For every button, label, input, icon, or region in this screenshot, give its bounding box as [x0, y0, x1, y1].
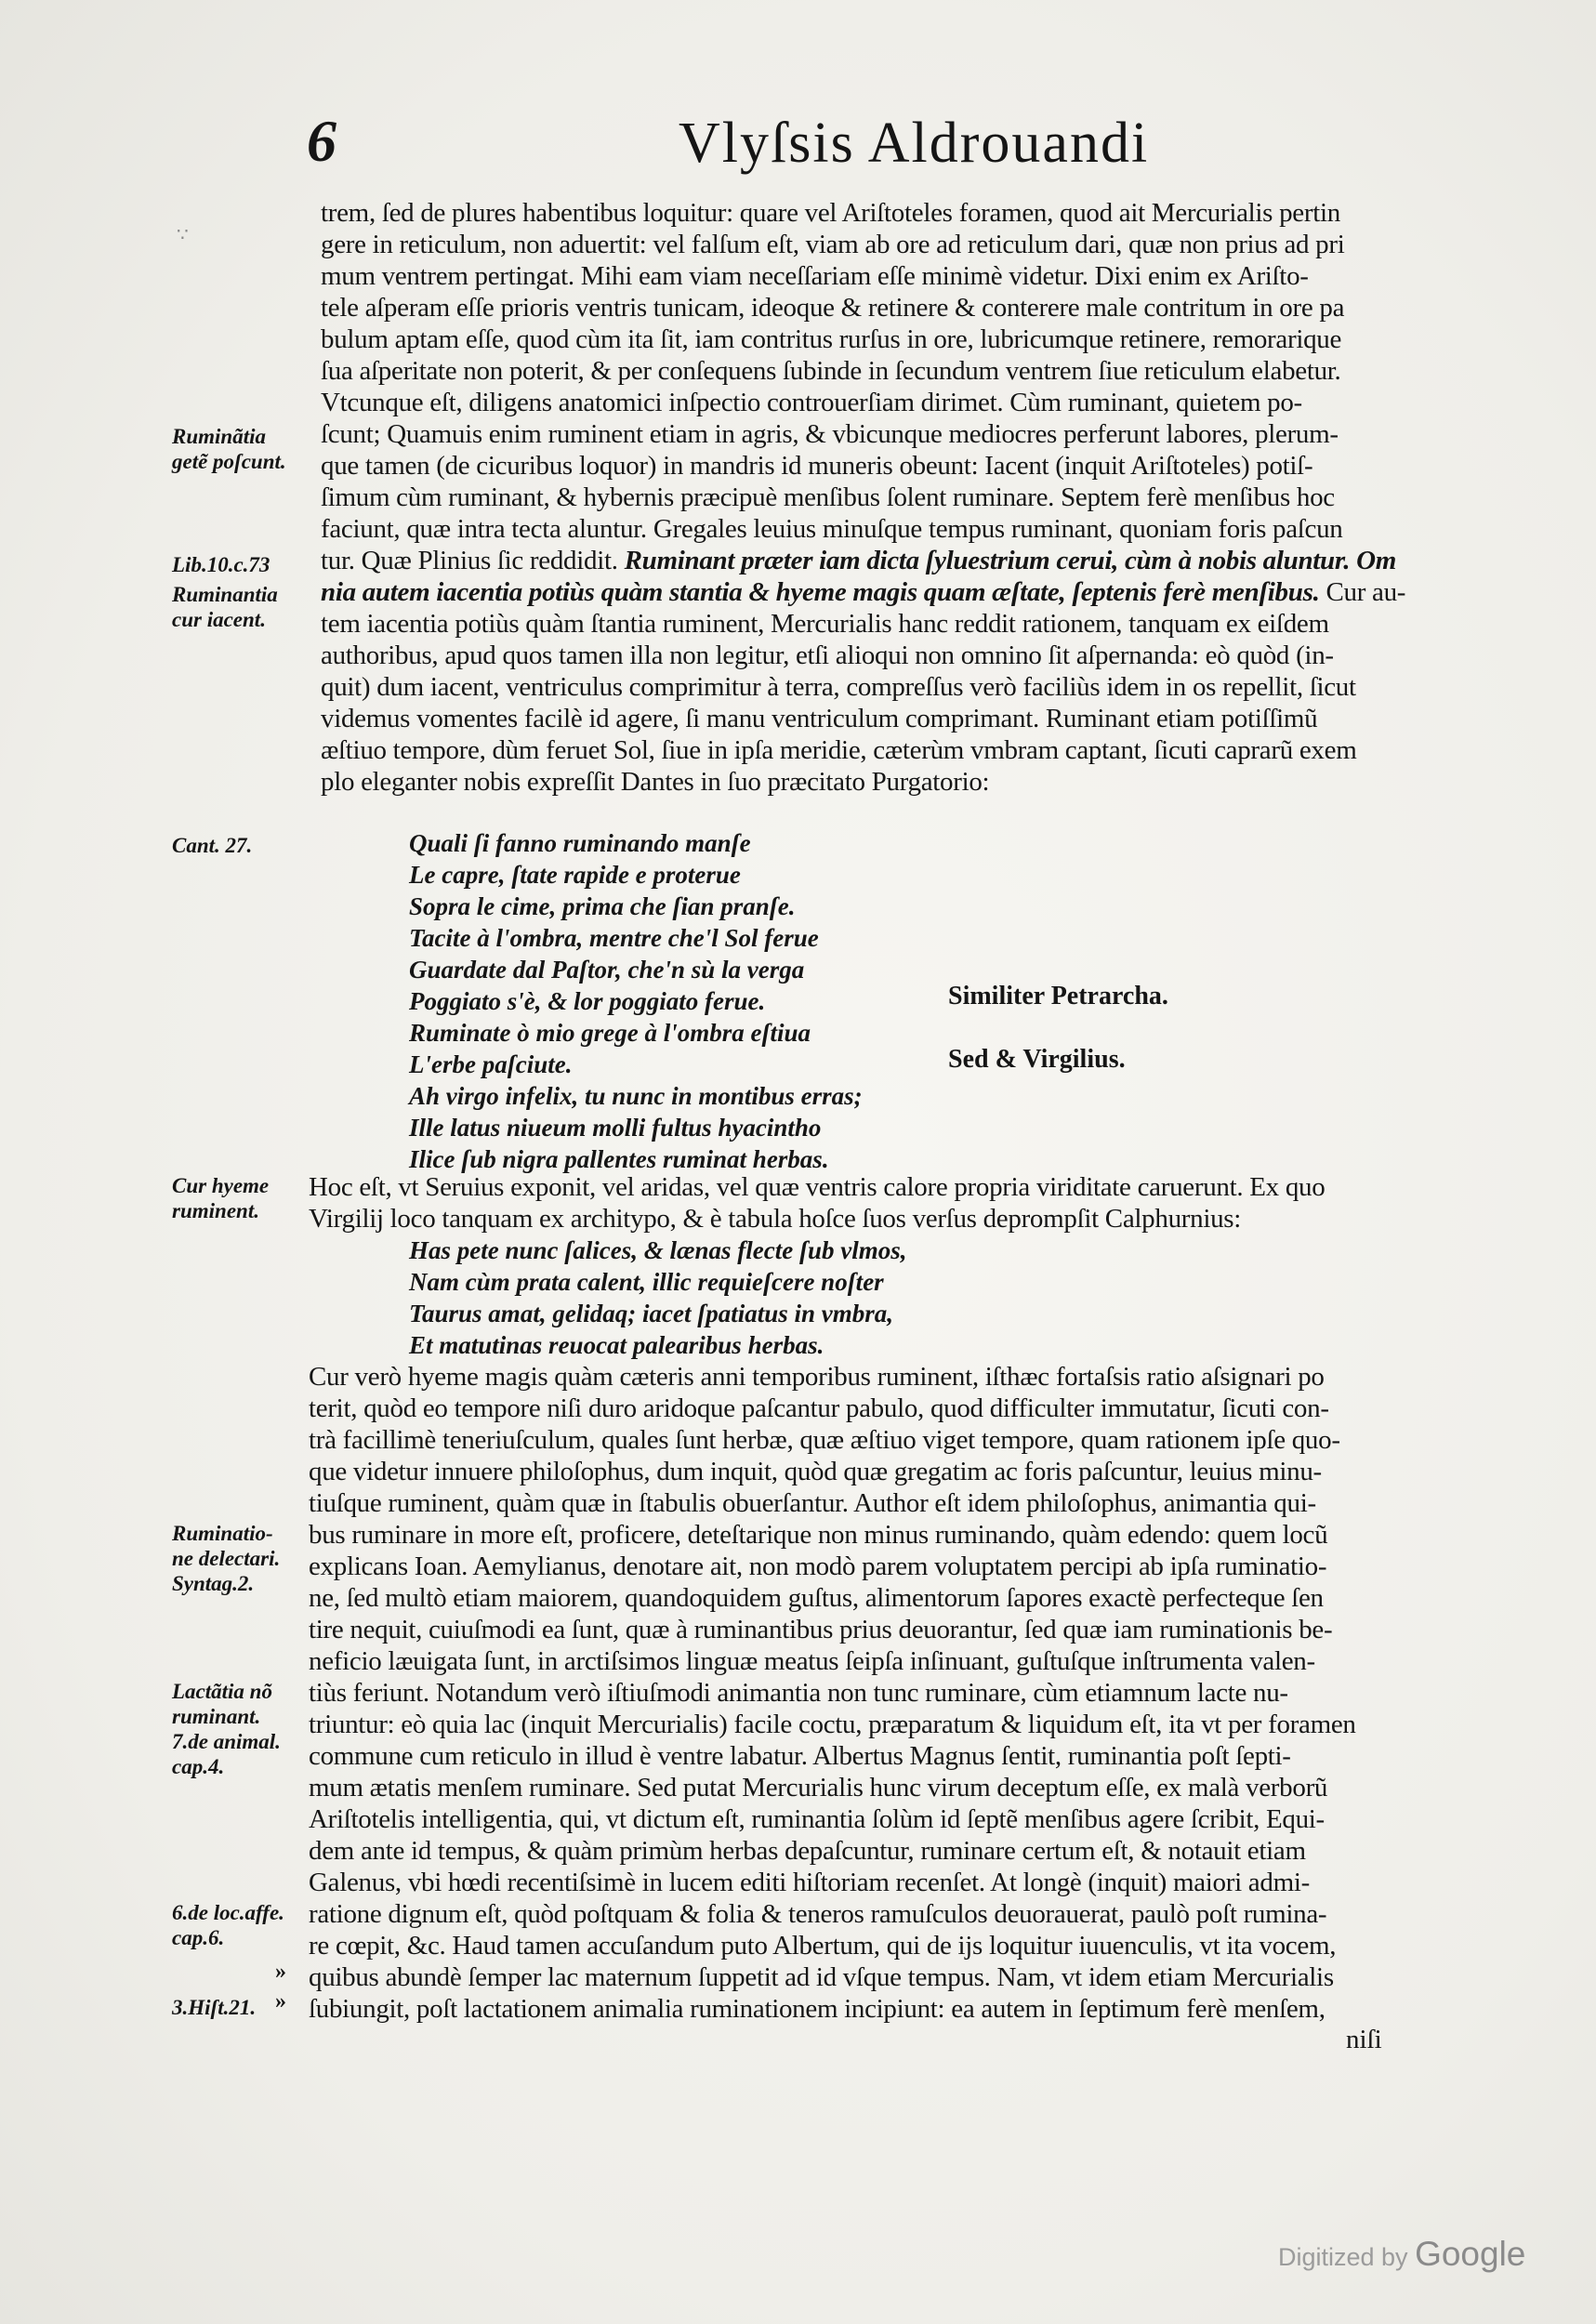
body-line: tiuſque ruminent, quàm quæ in ſtabulis obuerſantur. Author eſt idem philoſophus, animantia qui- [309, 1488, 1316, 1518]
body-line: Hoc eſt, vt Seruius exponit, vel aridas, vel quæ ventris calore propria viriditate caruerunt. Ex quo [309, 1172, 1326, 1202]
quote-mark: » [275, 1960, 286, 1984]
body-line: bus ruminare in more eſt, proficere, deteſtarique non minus ruminando, quàm edendo: quem locũ [309, 1520, 1328, 1550]
page-header [307, 107, 1404, 181]
margin-note-hist: 3.Hiſt.21. [172, 1996, 257, 2019]
verse-line: Quali ſi fanno ruminando manſe [409, 829, 751, 857]
catchword: niſi [1346, 2025, 1382, 2054]
verse-line: Ilice ſub nigra pallentes ruminat herbas. [409, 1145, 829, 1173]
body-line: quit) dum iacent, ventriculus comprimitur à terra, compreſſus verò faciliùs idem in os repellit, ſicut [321, 672, 1356, 702]
margin-note-de-loc: 6.de loc.affe. cap.6. [172, 1901, 284, 1949]
body-line: ne, ſed multò etiam maiorem, quandoquidem guſtus, alimentorum ſapores exactè perfecteque ſen [309, 1583, 1324, 1613]
body-line: plo eleganter nobis expreſſit Dantes in ſuo præcitato Purgatorio: [321, 767, 990, 797]
verse-line: Et matutinas reuocat palearibus herbas. [409, 1331, 824, 1359]
pliny-quote: Ruminant præter iam dicta ſyluestrium cerui, cùm à nobis aluntur. Om [617, 546, 1397, 575]
verse-dante [409, 827, 967, 1175]
verse-line: Poggiato s'è, & lor poggiato ferue. [409, 987, 766, 1015]
body-line: que videtur innuere philoſophus, dum inquit, quòd quæ gregatim ac foris paſcuntur, leuius minu- [309, 1457, 1322, 1486]
verse-line: Le capre, ſtate rapide e proterue [409, 861, 741, 889]
body-line: mum ætatis menſem ruminare. Sed putat Mercurialis hunc virum deceptum eſſe, ex malà verborũ [309, 1773, 1328, 1802]
verse-line: Ille latus niueum molli fultus hyacintho [409, 1114, 822, 1142]
body-text-c [309, 1171, 1415, 1235]
margin-note-cur-hyeme: Cur hyeme ruminent. [172, 1174, 270, 1222]
verse-line: Guardate dal Paſtor, che'n sù la verga [409, 956, 805, 984]
body-line: æſtiuo tempore, dùm feruet Sol, ſiue in ipſa meridie, cæterùm vmbram captant, ſicuti caprarũ exem [321, 735, 1357, 765]
body-line: videmus vomentes facilè id agere, ſi manu ventriculum comprimant. Ruminant etiam potiſſimũ [321, 704, 1318, 733]
margin-note-lib-ref: Lib.10.c.73 [172, 553, 270, 576]
body-line: explicans Ioan. Aemylianus, denotare ait, non modò parem voluptatem percipi ab ipſa ruminatio- [309, 1552, 1327, 1581]
aside-petrarca: Similiter Petrarcha. [948, 982, 1168, 1010]
page-speck: ∵ [177, 225, 189, 245]
verse-line: L'erbe paſciute. [409, 1050, 573, 1078]
body-line: triuntur: eò quia lac (inquit Mercurialis) facile coctu, præparatum & liquidum eſt, ita vt per foramen [309, 1710, 1356, 1739]
body-line: tire nequit, cuiuſmodi ea ſunt, quæ à ruminantibus prius deuorantur, ſed quæ iam ruminationis be- [309, 1615, 1333, 1644]
body-line: ſua aſperitate non poterit, & per conſequens ſubinde in ſecundum ventrem ſiue reticulum elabetur. [321, 356, 1341, 386]
body-text-d [309, 1361, 1415, 2025]
body-line: ratione dignum eſt, quòd poſtquam & folia & teneros ramuſculos deuorauerat, paulò poſt rumina- [309, 1899, 1327, 1929]
verse-line: Nam cùm prata calent, illic requieſcere noſter [409, 1268, 884, 1296]
body-line: terit, quòd eo tempore niſi duro aridoque paſcantur pabulo, quod difficulter immutatur, ſicuti con- [309, 1393, 1329, 1423]
body-line: que tamen (de cicuribus loquor) in mandris id muneris obeunt: Iacent (inquit Ariſtoteles) potiſ- [321, 451, 1313, 481]
verse-line: Ruminate ò mio grege à l'ombra eſtiua [409, 1019, 811, 1047]
digitized-by-google-stamp [1278, 2235, 1525, 2274]
body-line: ſcunt; Quamuis enim ruminent etiam in agris, & vbicunque mediocres perferunt labores, plerum- [321, 419, 1339, 449]
verse-line: Tacite à l'ombra, mentre che'l Sol ferue [409, 924, 819, 952]
pliny-quote: nia autem iacentia potiùs quàm stantia & hyeme magis quam æſtate, ſeptenis ferè menſibus. [321, 577, 1320, 607]
google-wordmark: Google [1415, 2235, 1526, 2273]
body-line: Galenus, vbi hœdi recentiſsimè in lucem editi hiſtoriam recenſet. At longè (inquit) maiori admi- [309, 1868, 1310, 1897]
margin-note-ruminatione: Ruminatio- ne delectari. Syntag.2. [172, 1522, 281, 1595]
body-line: ſimum cùm ruminant, & hybernis præcipuè menſibus ſolent ruminare. Septem ferè menſibus hoc [321, 482, 1335, 512]
body-line: trà facillimè teneriuſculum, quales ſunt herbæ, quæ æſtiuo viget tempore, quam rationem ipſe quo- [309, 1425, 1340, 1455]
running-title: Vlyſsis Aldrouandi [679, 112, 1150, 175]
margin-note-ruminantia-iacent: Ruminantia cur iacent. [172, 583, 278, 631]
margin-note-cant: Cant. 27. [172, 834, 253, 857]
aside-virgilius: Sed & Virgilius. [948, 1045, 1126, 1074]
body-line: tiùs feriunt. Notandum verò iſtiuſmodi animantia non tunc ruminare, cùm etiamnum lacte nu- [309, 1678, 1288, 1708]
verse-line: Sopra le cime, prima che ſian pranſe. [409, 892, 796, 920]
stamp-prefix: Digitized by [1278, 2243, 1408, 2271]
roman-run: tur. Quæ Plinius ſic reddidit. [321, 546, 618, 575]
body-line: mum ventrem pertingat. Mihi eam viam neceſſariam eſſe minimè videtur. Dixi enim ex Ariſto- [321, 261, 1309, 291]
page-number: 6 [307, 108, 336, 174]
body-line: trem, ſed de plures habentibus loquitur: quare vel Ariſtoteles foramen, quod ait Mercurialis pertin [321, 198, 1340, 228]
body-line: authoribus, apud quos tamen illa non legitur, etſi alioqui non omnino ſit aſpernanda: eò quòd (in- [321, 640, 1334, 670]
verse-line: Taurus amat, gelidaq; iacet ſpatiatus in vmbra, [409, 1300, 894, 1327]
body-line-mixed [321, 545, 1408, 576]
body-line-mixed [321, 576, 1408, 608]
body-line: Ariſtotelis intelligentia, qui, vt dictum eſt, ruminantia ſolùm id ſeptẽ menſibus agere ſcribit, Equi- [309, 1804, 1325, 1834]
body-line: faciunt, quæ intra tecta aluntur. Gregales leuius minuſque tempus ruminant, quoniam foris paſcun [321, 514, 1343, 544]
body-line: dem ante id tempus, & quàm primùm herbas depaſcuntur, ruminare certum eſt, & notauit etiam [309, 1836, 1306, 1866]
body-line: re cœpit, &c. Haud tamen accuſandum puto Albertum, qui de ijs loquitur iuuenculis, vt ita vocem, [309, 1931, 1337, 1961]
body-line: bulum aptam eſſe, quod cùm ita ſit, iam contritus rurſus in ore, lubricumque retinere, remorarique [321, 324, 1342, 354]
body-line: Vtcunque eſt, diligens anatomici inſpectio controuerſiam dirimet. Cùm ruminant, quietem po- [321, 388, 1302, 417]
margin-note-ruminantia-quietem: Ruminãtia getẽ poſcunt. [172, 425, 286, 473]
body-line: gere in reticulum, non aduertit: vel falſum eſt, viam ab ore ad reticulum dari, quæ non prius ad pri [321, 230, 1345, 259]
body-line: neficio læuigata ſunt, in arctiſsimos linguæ meatus ſeipſa inſinuant, guſtuſque inſtrumenta valen- [309, 1646, 1315, 1676]
margin-note-lactantia: Lactãtia nõ ruminant. 7.de animal. cap.4. [172, 1680, 281, 1778]
body-line: Cur verò hyeme magis quàm cæteris anni temporibus ruminent, iſthæc fortaſsis ratio aſsignari po [309, 1362, 1325, 1392]
roman-run: Cur au- [1319, 577, 1406, 607]
verse-line: Ah virgo infelix, tu nunc in montibus erras; [409, 1082, 863, 1110]
body-line: Virgilij loco tanquam ex architypo, & è tabula hoſce ſuos verſus deprompſit Calphurnius: [309, 1204, 1242, 1234]
body-line: ſubiungit, poſt lactationem animalia ruminationem incipiunt: ea autem in ſeptimum ferè menſem, [309, 1994, 1326, 2024]
body-text-a [321, 197, 1408, 798]
verse-line: Has pete nunc ſalices, & lænas flecte ſub vlmos, [409, 1236, 907, 1264]
body-line: tem iacentia potiùs quàm ſtantia ruminent, Mercurialis hanc reddit rationem, tanquam ex eiſdem [321, 609, 1329, 639]
body-line: quibus abundè ſemper lac maternum ſuppetit ad id vſque tempus. Nam, vt idem etiam Mercurialis [309, 1962, 1334, 1992]
verse-calphurnius [409, 1235, 1153, 1361]
body-line: commune cum reticulo in illud è ventre labatur. Albertus Magnus ſentit, ruminantia poſt ſepti- [309, 1741, 1291, 1771]
body-line: tele aſperam eſſe prioris ventris tunicam, ideoque & retinere & conterere male contritum in ore pa [321, 293, 1345, 323]
quote-mark: » [275, 1989, 286, 2014]
